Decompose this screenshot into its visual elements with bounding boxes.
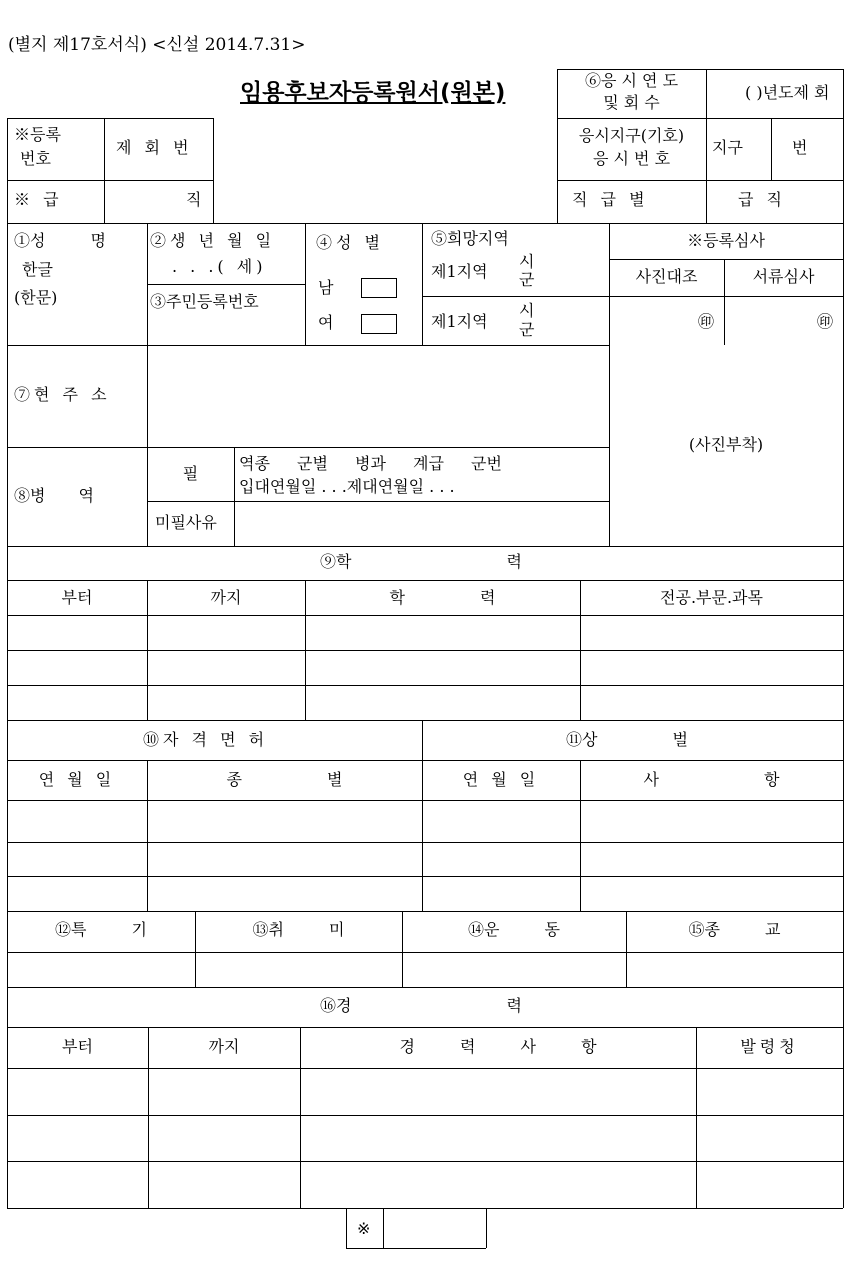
- male-label: 남: [318, 278, 334, 297]
- education-header-history: 학 력: [389, 588, 496, 607]
- category-field[interactable]: 급 직: [738, 190, 786, 209]
- military-exempt-label: 미필사유: [155, 513, 217, 532]
- name-hanja-label: (한문): [14, 288, 58, 307]
- county-2-label: 군: [519, 320, 535, 339]
- birth-label: ②생 년 월 일: [150, 231, 276, 250]
- career-header-from: 부터: [62, 1037, 93, 1056]
- hobby-label: ⑬취 미: [252, 920, 345, 939]
- career-header-issuer: 발령청: [740, 1037, 799, 1056]
- career-header-to: 까지: [208, 1037, 240, 1056]
- exam-number-label: 응 시 번 호: [592, 149, 671, 168]
- exam-year-label: ⑥응 시 연 도: [584, 71, 679, 90]
- address-field[interactable]: [150, 348, 606, 444]
- document-review-label: 서류심사: [752, 267, 815, 286]
- name-korean-label: 한글: [22, 260, 53, 279]
- name-label: ①성 명: [14, 231, 106, 250]
- region-label: ⑤희망지역: [431, 229, 509, 248]
- registration-number-label-2: 번호: [20, 149, 51, 168]
- form-title: 임용후보자등록원서(원본): [240, 80, 506, 106]
- grade-label: ※ 급: [14, 190, 63, 209]
- military-done-label: 필: [182, 464, 199, 483]
- military-detail-line2[interactable]: 입대연월일 . . .제대연월일 . . .: [239, 477, 455, 496]
- review-label: ※등록심사: [687, 231, 765, 250]
- education-header-to: 까지: [210, 588, 242, 607]
- city-2-label: 시: [519, 301, 535, 320]
- military-detail-line1[interactable]: 역종 군별 병과 계급 군번: [239, 454, 502, 473]
- county-1-label: 군: [519, 270, 535, 289]
- address-label: ⑦현 주 소: [14, 385, 111, 404]
- education-header-major: 전공.부문.과목: [660, 588, 763, 607]
- photo-check-label: 사진대조: [635, 267, 698, 286]
- region-1-label: 제1지역: [431, 262, 488, 281]
- seal-icon[interactable]: ㊞: [698, 312, 715, 331]
- photo-attach-area: (사진부착): [688, 435, 764, 454]
- awards-title: ⑪상 벌: [566, 730, 688, 749]
- career-header-detail: 경 력 사 항: [399, 1037, 597, 1056]
- form-number: (별지 제17호서식) <신설 2014.7.31>: [8, 35, 306, 55]
- awards-header-detail: 사 항: [643, 770, 780, 789]
- education-header-from: 부터: [61, 588, 93, 607]
- education-title: ⑨학 력: [320, 552, 522, 571]
- footer-mark: ※: [357, 1219, 371, 1238]
- career-title: ⑯경 력: [320, 996, 522, 1015]
- resident-number-label: ③주민등록번호: [150, 292, 259, 311]
- exam-number-field[interactable]: 번: [792, 138, 808, 157]
- sport-label: ⑭운 동: [468, 920, 560, 939]
- district-field[interactable]: 지구: [712, 138, 743, 157]
- footer-field[interactable]: [385, 1210, 484, 1246]
- exam-round-label: 및 회 수: [603, 93, 660, 112]
- district-label: 응시지구(기호): [578, 126, 685, 145]
- female-checkbox[interactable]: [361, 314, 397, 334]
- region-2-label: 제1지역: [431, 312, 488, 331]
- sex-label: ④성 별: [316, 233, 384, 252]
- birth-field[interactable]: . . .( 세): [172, 257, 267, 276]
- exam-year-field[interactable]: ( )년도제 회: [745, 83, 830, 102]
- license-header-type: 종 별: [226, 770, 343, 789]
- religion-label: ⑮종 교: [688, 920, 781, 939]
- female-label: 여: [318, 313, 334, 332]
- registration-number-label: ※등록: [14, 125, 61, 144]
- license-header-date: 연 월 일: [38, 770, 116, 789]
- license-title: ⑩자 격 면 허: [143, 730, 269, 749]
- category-label: 직 급 별: [572, 190, 649, 209]
- male-checkbox[interactable]: [361, 278, 397, 298]
- grade-field[interactable]: 직: [186, 190, 202, 209]
- city-1-label: 시: [519, 252, 535, 271]
- seal-icon[interactable]: ㊞: [817, 312, 834, 331]
- registration-number-field[interactable]: 제 회 번: [116, 138, 193, 157]
- special-skill-label: ⑫특 기: [55, 920, 147, 939]
- military-label: ⑧병 역: [14, 486, 94, 505]
- awards-header-date: 연 월 일: [462, 770, 540, 789]
